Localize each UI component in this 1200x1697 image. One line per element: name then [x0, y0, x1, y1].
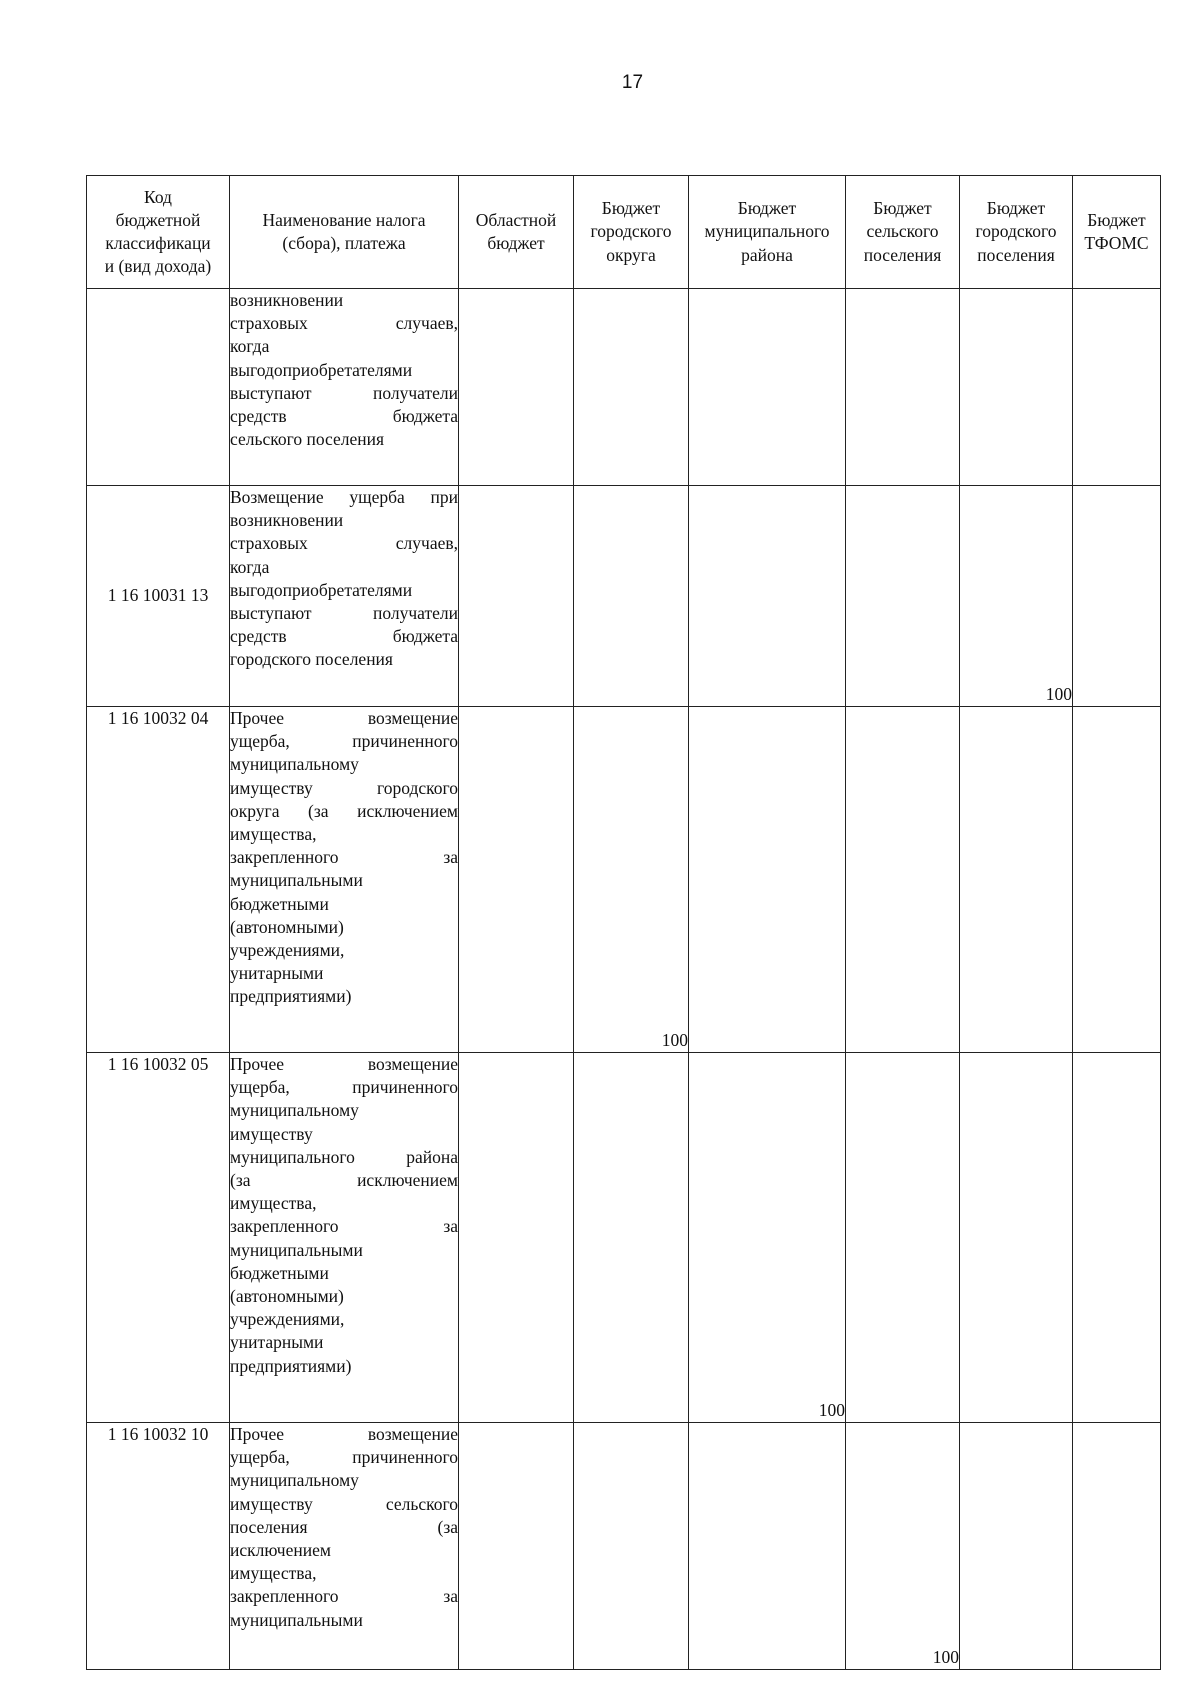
- header-regional-budget: [459, 176, 574, 289]
- value-rural-settlement-budget: [846, 1053, 960, 1423]
- header-line: Наименование налога: [262, 209, 426, 230]
- value-regional-budget: [459, 707, 574, 1053]
- header-municipal-district-budget: [689, 176, 846, 289]
- header-line: Областной: [475, 209, 557, 230]
- value-city-district-budget: [574, 486, 689, 707]
- payment-name-line: выгодоприобретателями: [230, 359, 413, 380]
- header-code: [87, 176, 230, 289]
- table-row: [87, 707, 1161, 1053]
- header-urban-settlement-budget: [960, 176, 1073, 289]
- header-line: Бюджет: [737, 198, 797, 219]
- payment-name-line: (автономными): [230, 916, 344, 937]
- payment-name-line: страховых случаев,: [230, 533, 458, 554]
- header-row: [87, 176, 1161, 289]
- classification-code: [87, 289, 230, 486]
- value-regional-budget: [459, 289, 574, 486]
- header-line: Код: [144, 186, 172, 207]
- payment-name-line: Прочее возмещение: [230, 1424, 458, 1444]
- header-line: классификаци: [105, 233, 211, 253]
- value-rural-settlement-budget: [846, 486, 960, 707]
- value-tfoms-budget: [1073, 707, 1161, 1053]
- page-number: 17: [621, 72, 644, 93]
- value-tfoms-budget: [1073, 1423, 1161, 1670]
- value-tfoms-budget: [1073, 1053, 1161, 1423]
- payment-name-line: Возмещение ущерба при: [230, 487, 458, 507]
- payment-name-line: когда: [230, 336, 270, 357]
- value-municipal-district-budget: [689, 486, 846, 707]
- payment-name-line: сельского поселения: [230, 429, 385, 450]
- classification-code: 1 16 10032 04: [87, 707, 230, 1053]
- table-row: [87, 1053, 1161, 1423]
- payment-name-line: бюджетными: [230, 1262, 329, 1283]
- payment-name-line: муниципального района: [230, 1146, 458, 1167]
- classification-code: 1 16 10032 05: [87, 1053, 230, 1423]
- header-name: [230, 176, 459, 289]
- payment-name-line: исключением: [230, 1540, 331, 1561]
- payment-name-line: Прочее возмещение: [230, 1054, 458, 1074]
- header-line: Бюджет: [873, 198, 932, 219]
- value-rural-settlement-budget: [846, 707, 960, 1053]
- header-line: поселения: [863, 244, 942, 265]
- table-row: [87, 289, 1161, 486]
- payment-name-line: имущества,: [230, 824, 317, 845]
- classification-code: 1 16 10031 13: [87, 486, 230, 707]
- payment-name-line: закрепленного за: [230, 1586, 458, 1607]
- payment-name-line: унитарными: [230, 1332, 324, 1353]
- payment-name-line: имуществу сельского: [230, 1493, 458, 1514]
- payment-name: [230, 289, 459, 486]
- payment-name-line: закрепленного за: [230, 847, 458, 868]
- payment-name-line: муниципальными: [230, 1239, 363, 1260]
- payment-name-line: Прочее возмещение: [230, 708, 458, 728]
- table-row: [87, 1423, 1161, 1670]
- header-line: округа: [606, 244, 656, 265]
- value-municipal-district-budget: [689, 707, 846, 1053]
- payment-name-line: страховых случаев,: [230, 313, 458, 334]
- value-urban-settlement-budget: [960, 1053, 1073, 1423]
- value-regional-budget: [459, 486, 574, 707]
- header-line: района: [741, 244, 793, 265]
- payment-name-line: когда: [230, 556, 270, 577]
- value-urban-settlement-budget: [960, 707, 1073, 1053]
- payment-name-line: городского поселения: [230, 649, 393, 670]
- header-line: (сбора), платежа: [282, 233, 406, 253]
- payment-name: [230, 1423, 459, 1670]
- header-line: городского: [590, 221, 672, 242]
- payment-name-line: ущерба, причиненного: [230, 731, 458, 752]
- payment-name-line: (автономными): [230, 1286, 344, 1307]
- payment-name-line: выступают получатели: [230, 382, 458, 403]
- payment-name: [230, 707, 459, 1053]
- payment-name: [230, 486, 459, 707]
- value-municipal-district-budget: [689, 289, 846, 486]
- table-row: [87, 486, 1161, 707]
- header-tfoms-budget: [1073, 176, 1161, 289]
- header-line: бюджет: [487, 233, 545, 253]
- payment-name-line: средств бюджета: [230, 626, 458, 647]
- header-line: и (вид дохода): [104, 256, 212, 277]
- header-rural-settlement-budget: [846, 176, 960, 289]
- value-urban-settlement-budget: 100: [960, 486, 1073, 707]
- payment-name-line: имущества,: [230, 1563, 317, 1584]
- header-city-district-budget: [574, 176, 689, 289]
- header-line: Бюджет: [601, 198, 661, 219]
- header-line: бюджетной: [115, 209, 201, 230]
- value-city-district-budget: [574, 1423, 689, 1670]
- value-urban-settlement-budget: [960, 289, 1073, 486]
- classification-code: 1 16 10032 10: [87, 1423, 230, 1670]
- payment-name-line: возникновении: [230, 510, 344, 531]
- value-tfoms-budget: [1073, 289, 1161, 486]
- payment-name-line: муниципальному: [230, 1100, 359, 1121]
- value-rural-settlement-budget: [846, 289, 960, 486]
- payment-name-line: муниципальными: [230, 1609, 363, 1630]
- value-municipal-district-budget: 100: [689, 1053, 846, 1423]
- value-municipal-district-budget: [689, 1423, 846, 1670]
- payment-name-line: предприятиями): [230, 1355, 352, 1376]
- header-line: ТФОМС: [1084, 233, 1149, 253]
- value-urban-settlement-budget: [960, 1423, 1073, 1670]
- budget-revenue-table: [86, 175, 1161, 1670]
- payment-name-line: бюджетными: [230, 893, 329, 914]
- header-line: поселения: [977, 244, 1055, 265]
- payment-name: [230, 1053, 459, 1423]
- header-line: муниципального: [704, 221, 830, 242]
- payment-name-line: ущерба, причиненного: [230, 1447, 458, 1468]
- payment-name-line: средств бюджета: [230, 406, 458, 427]
- payment-name-line: унитарными: [230, 963, 324, 984]
- payment-name-line: закрепленного за: [230, 1216, 458, 1237]
- payment-name-line: муниципальному: [230, 754, 359, 775]
- payment-name-line: учреждениями,: [230, 1309, 345, 1330]
- value-city-district-budget: 100: [574, 707, 689, 1053]
- header-line: городского: [975, 221, 1057, 242]
- payment-name-line: учреждениями,: [230, 940, 345, 961]
- payment-name-line: муниципальными: [230, 870, 363, 891]
- header-line: Бюджет: [1087, 209, 1146, 230]
- value-city-district-budget: [574, 1053, 689, 1423]
- payment-name-line: округа (за исключением: [230, 800, 458, 821]
- value-tfoms-budget: [1073, 486, 1161, 707]
- payment-name-line: выступают получатели: [230, 603, 458, 624]
- payment-name-line: имуществу городского: [230, 777, 458, 798]
- header-line: сельского: [866, 221, 939, 242]
- payment-name-line: имуществу: [230, 1123, 313, 1144]
- payment-name-line: возникновении: [230, 290, 344, 310]
- payment-name-line: муниципальному: [230, 1470, 359, 1491]
- payment-name-line: (за исключением: [230, 1170, 458, 1191]
- value-regional-budget: [459, 1053, 574, 1423]
- payment-name-line: поселения (за: [230, 1516, 458, 1537]
- value-regional-budget: [459, 1423, 574, 1670]
- header-line: Бюджет: [986, 198, 1046, 219]
- payment-name-line: предприятиями): [230, 986, 352, 1007]
- payment-name-line: выгодоприобретателями: [230, 579, 413, 600]
- payment-name-line: имущества,: [230, 1193, 317, 1214]
- value-rural-settlement-budget: 100: [846, 1423, 960, 1670]
- payment-name-line: ущерба, причиненного: [230, 1077, 458, 1098]
- value-city-district-budget: [574, 289, 689, 486]
